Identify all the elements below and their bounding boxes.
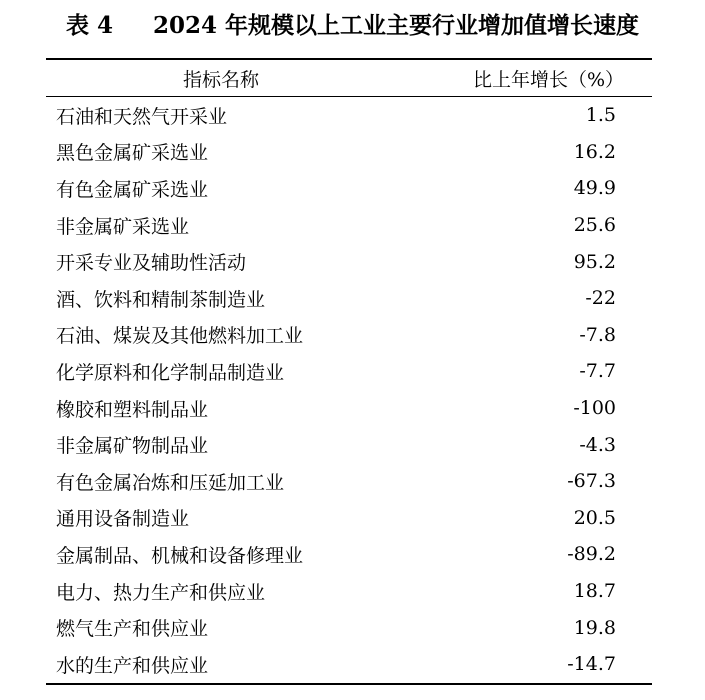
- row-indicator-name: 通用设备制造业: [56, 508, 190, 531]
- row-indicator-name: 燃气生产和供应业: [56, 618, 209, 641]
- row-indicator-name: 有色金属矿采选业: [56, 178, 209, 201]
- table-header-row: [46, 60, 652, 96]
- table-title-text: 2024 年规模以上工业主要行业增加值增长速度: [152, 12, 640, 39]
- table-row: [46, 573, 652, 610]
- table-row: [46, 317, 652, 354]
- row-indicator-name: 电力、热力生产和供应业: [56, 581, 266, 604]
- row-growth-value: -7.7: [579, 360, 616, 383]
- row-growth-value: -100: [573, 397, 616, 420]
- data-table: [46, 58, 652, 685]
- header-growth-rate: 比上年增长（%）: [472, 68, 624, 91]
- row-growth-value: -7.8: [579, 323, 616, 346]
- row-growth-value: 25.6: [573, 214, 616, 237]
- table-row: [46, 500, 652, 537]
- table-body: [46, 97, 652, 683]
- bottom-rule: [46, 683, 652, 685]
- row-growth-value: 49.9: [573, 177, 616, 200]
- row-growth-value: -67.3: [567, 470, 616, 493]
- row-indicator-name: 化学原料和化学制品制造业: [56, 361, 285, 384]
- row-growth-value: -22: [585, 287, 616, 310]
- row-growth-value: 16.2: [573, 140, 616, 163]
- row-indicator-name: 黑色金属矿采选业: [56, 142, 209, 165]
- header-indicator-name: 指标名称: [182, 68, 259, 91]
- row-indicator-name: 石油、煤炭及其他燃料加工业: [56, 325, 304, 348]
- table-row: [46, 390, 652, 427]
- row-growth-value: -4.3: [579, 433, 616, 456]
- table-title: [0, 8, 705, 44]
- table-row: [46, 97, 652, 134]
- table-row: [46, 463, 652, 500]
- table-row: [46, 134, 652, 171]
- row-indicator-name: 石油和天然气开采业: [56, 105, 228, 128]
- row-indicator-name: 有色金属冶炼和压延加工业: [56, 471, 285, 494]
- row-indicator-name: 非金属矿采选业: [56, 215, 190, 238]
- row-indicator-name: 橡胶和塑料制品业: [56, 398, 209, 421]
- row-indicator-name: 开采专业及辅助性活动: [56, 252, 247, 275]
- row-growth-value: -89.2: [567, 543, 616, 566]
- table-row: [46, 609, 652, 646]
- table-row: [46, 536, 652, 573]
- row-growth-value: -14.7: [567, 653, 616, 676]
- table-row: [46, 243, 652, 280]
- row-growth-value: 95.2: [573, 250, 616, 273]
- table-row: [46, 170, 652, 207]
- row-growth-value: 20.5: [573, 506, 616, 529]
- table-row: [46, 280, 652, 317]
- row-indicator-name: 水的生产和供应业: [56, 654, 209, 677]
- row-growth-value: 18.7: [573, 580, 616, 603]
- row-growth-value: 19.8: [573, 616, 616, 639]
- table-row: [46, 426, 652, 463]
- table-row: [46, 207, 652, 244]
- row-indicator-name: 非金属矿物制品业: [56, 435, 209, 458]
- table-row: [46, 353, 652, 390]
- row-indicator-name: 金属制品、机械和设备修理业: [56, 544, 304, 567]
- row-indicator-name: 酒、饮料和精制茶制造业: [56, 288, 266, 311]
- row-growth-value: 1.5: [585, 104, 616, 127]
- table-number: 表 4: [65, 12, 113, 39]
- table-row: [46, 646, 652, 683]
